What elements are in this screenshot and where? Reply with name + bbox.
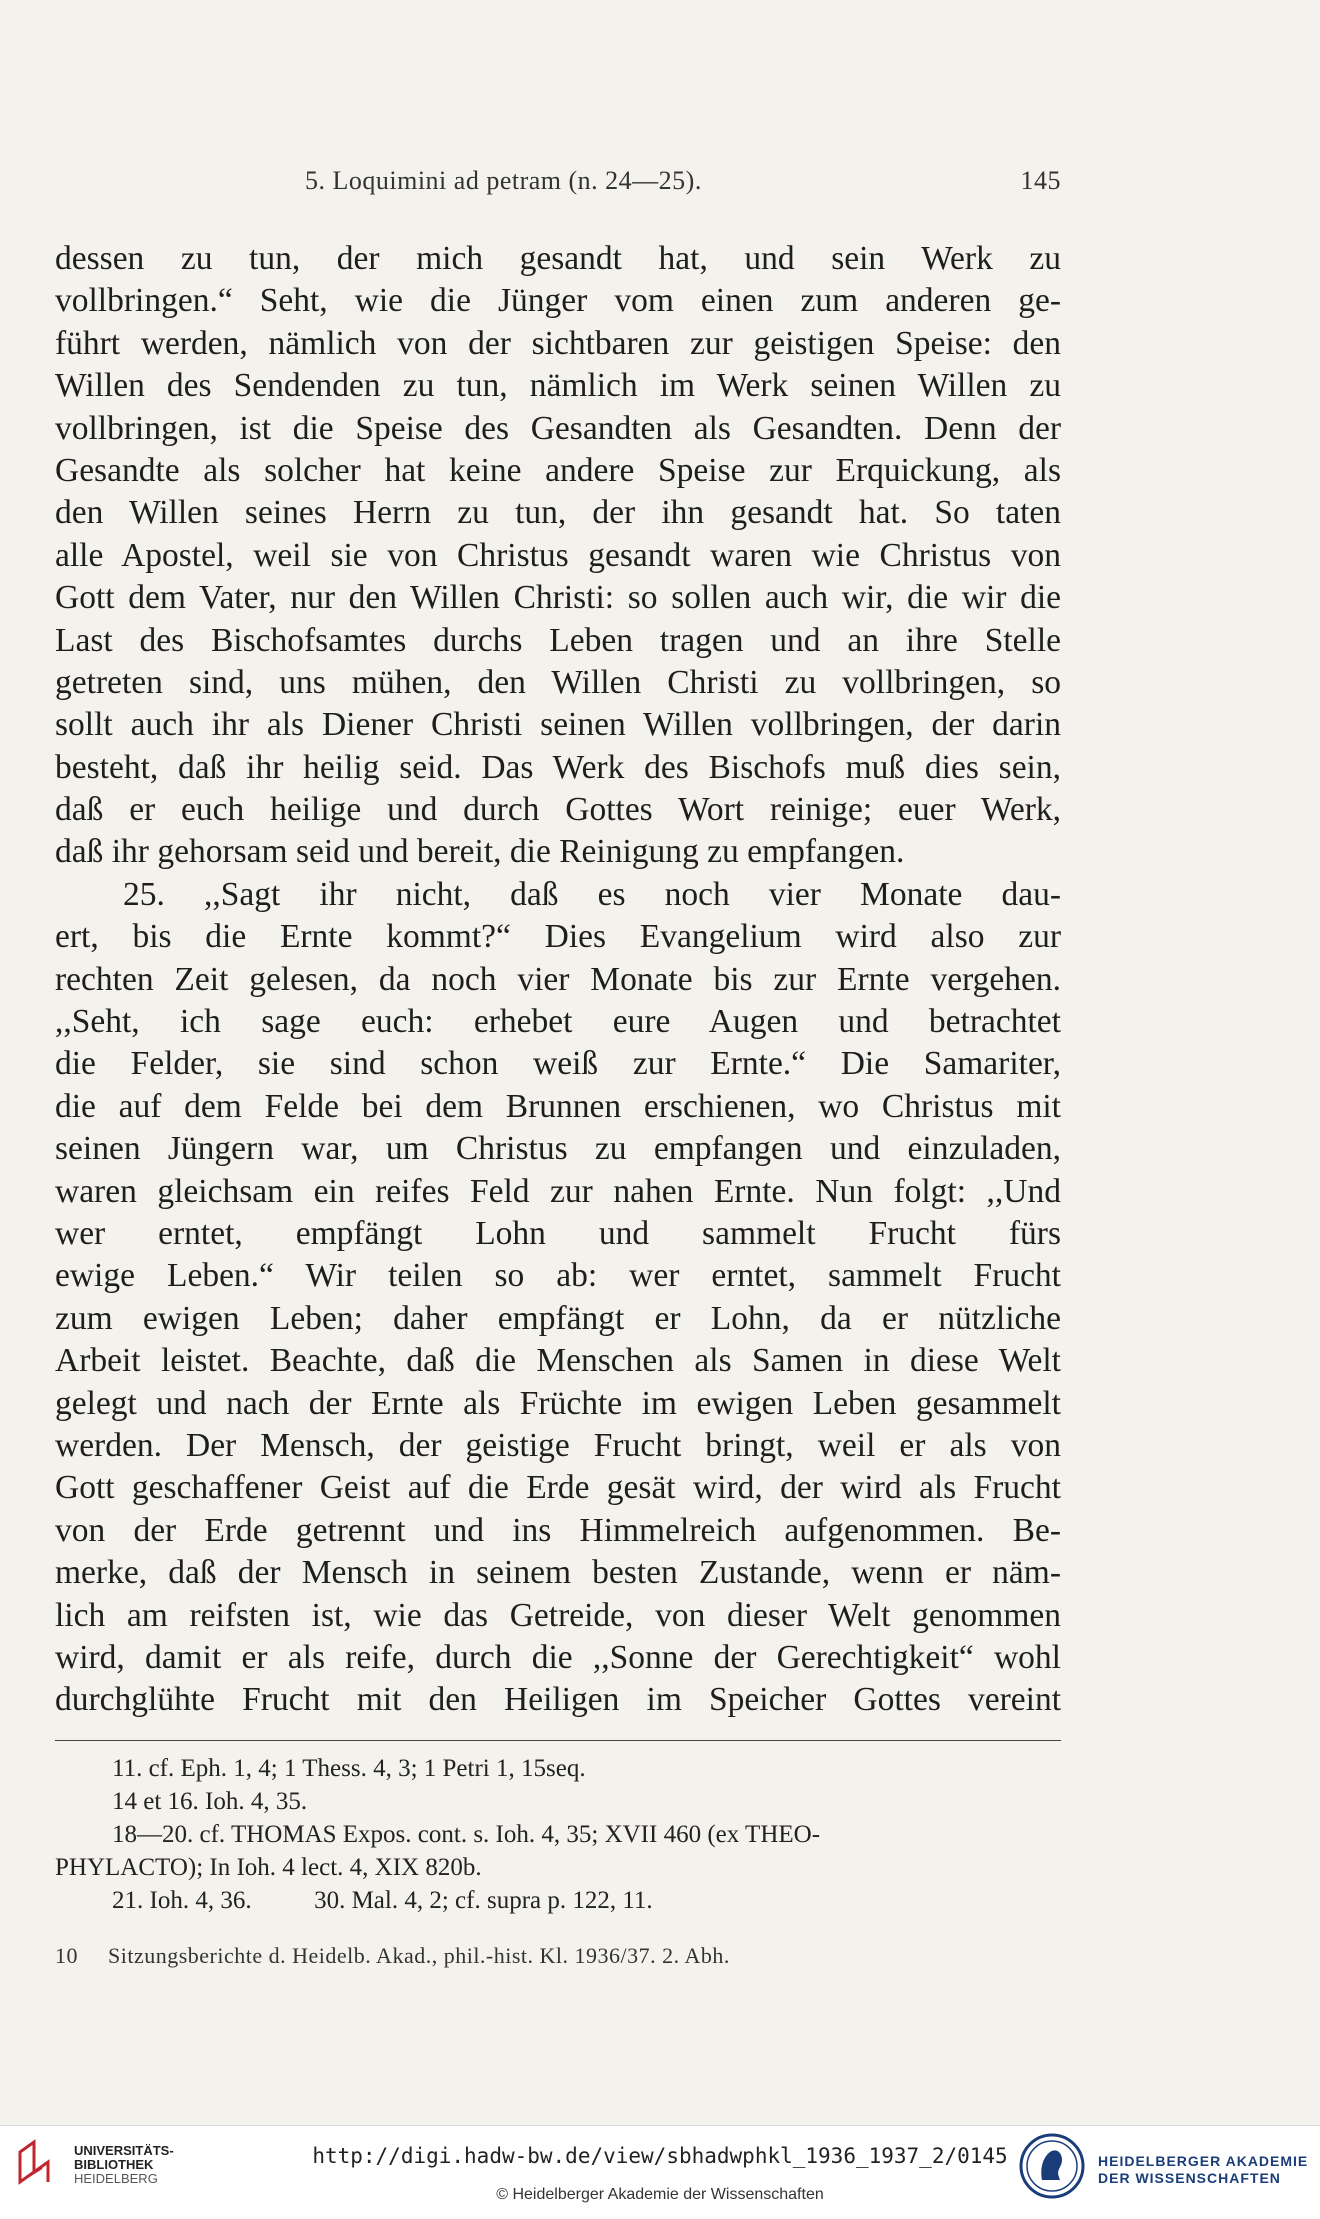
body-text <box>55 238 1061 1722</box>
academy-name <box>1098 2153 1308 2187</box>
permalink-url[interactable]: http://digi.hadw-bw.de/view/sbhadwphkl_1936_1937_2/0145 <box>312 2144 1008 2168</box>
text-line: ewige Leben.“ Wir teilen so ab: wer erntet, sammelt Frucht <box>55 1257 1061 1295</box>
footnotes <box>55 1752 1061 1917</box>
text-line: merke, daß der Mensch in seinem besten Zustande, wenn er näm- <box>55 1554 1061 1592</box>
footnote: 21. Ioh. 4, 36. 30. Mal. 4, 2; cf. supra p. 122, 11. <box>112 1887 653 1914</box>
text-line: gelegt und nach der Ernte als Früchte im ewigen Leben gesammelt <box>55 1384 1061 1422</box>
text-line: Gott dem Vater, nur den Willen Christi: so sollen auch wir, die wir die <box>55 579 1061 617</box>
running-head <box>305 166 1061 196</box>
footnote: PHYLACTO); In Ioh. 4 lect. 4, XIX 820b. <box>55 1854 482 1881</box>
text-line: von der Erde getrennt und ins Himmelreich aufgenommen. Be- <box>55 1511 1061 1549</box>
text-line: Gesandte als solcher hat keine andere Speise zur Erquickung, als <box>55 451 1061 489</box>
text-line: besteht, daß ihr heilig seid. Das Werk des Bischofs muß dies sein, <box>55 748 1061 786</box>
text-line: wer erntet, empfängt Lohn und sammelt Frucht fürs <box>55 1214 1061 1252</box>
text-line: lich am reifsten ist, wie das Getreide, von dieser Welt genommen <box>55 1596 1061 1634</box>
text-line: daß er euch heilige und durch Gottes Wort reinige; euer Werk, <box>55 791 1061 829</box>
academy-line: HEIDELBERGER AKADEMIE <box>1098 2153 1309 2169</box>
text-line: getreten sind, uns mühen, den Willen Christi zu vollbringen, so <box>55 663 1061 701</box>
text-line: die Felder, sie sind schon weiß zur Ernte.“ Die Samariter, <box>55 1045 1061 1083</box>
footnote: 14 et 16. Ioh. 4, 35. <box>112 1788 308 1815</box>
text-line: ert, bis die Ernte kommt?“ Dies Evangelium wird also zur <box>55 918 1061 956</box>
text-line: 25. ,,Sagt ihr nicht, daß es noch vier Monate dau- <box>123 875 1061 913</box>
text-line: zum ewigen Leben; daher empfängt er Lohn, da er nützliche <box>55 1299 1061 1337</box>
text-line: rechten Zeit gelesen, da noch vier Monate bis zur Ernte vergehen. <box>55 960 1061 998</box>
text-line: sollt auch ihr als Diener Christi seinen Willen vollbringen, der darin <box>55 706 1061 744</box>
library-line: UNIVERSITÄTS- <box>74 2143 174 2158</box>
text-line: Last des Bischofsamtes durchs Leben tragen und an ihre Stelle <box>55 621 1061 659</box>
text-line: Gott geschaffener Geist auf die Erde gesät wird, der wird als Frucht <box>55 1469 1061 1507</box>
text-line: wird, damit er als reife, durch die ,,Sonne der Gerechtigkeit“ wohl <box>55 1638 1061 1676</box>
footnote-divider <box>55 1740 1061 1741</box>
text-line: alle Apostel, weil sie von Christus gesandt waren wie Christus von <box>55 536 1061 574</box>
text-line: daß ihr gehorsam seid und bereit, die Reinigung zu empfangen. <box>55 833 905 871</box>
text-line: die auf dem Felde bei dem Brunnen erschienen, wo Christus mit <box>55 1087 1061 1125</box>
text-line: durchglühte Frucht mit den Heiligen im Speicher Gottes vereint <box>55 1681 1061 1719</box>
text-line: waren gleichsam ein reifes Feld zur nahen Ernte. Nun folgt: ,,Und <box>55 1172 1061 1210</box>
library-line: HEIDELBERG <box>74 2171 158 2186</box>
academy-seal-icon[interactable] <box>1018 2132 1086 2200</box>
text-line: seinen Jüngern war, um Christus zu empfangen und einzuladen, <box>55 1130 1061 1168</box>
text-line: ,,Seht, ich sage euch: erhebet eure Augen und betrachtet <box>55 1003 1061 1041</box>
signature-text: Sitzungsberichte d. Heidelb. Akad., phil.-hist. Kl. 1936/37. 2. Abh. <box>108 1943 730 1968</box>
signature-line <box>55 1943 730 1969</box>
running-head-title: 5. Loquimini ad petram (n. 24—25). <box>305 166 702 195</box>
signature-number: 10 <box>55 1943 78 1968</box>
text-line: Willen des Sendenden zu tun, nämlich im Werk seinen Willen zu <box>55 367 1061 405</box>
text-line: werden. Der Mensch, der geistige Frucht bringt, weil er als von <box>55 1426 1061 1464</box>
text-line: vollbringen, ist die Speise des Gesandten als Gesandten. Denn der <box>55 409 1061 447</box>
text-line: führt werden, nämlich von der sichtbaren zur geistigen Speise: den <box>55 324 1061 362</box>
footnote: 18—20. cf. THOMAS Expos. cont. s. Ioh. 4, 35; XVII 460 (ex THEO- <box>112 1821 821 1848</box>
text-line: dessen zu tun, der mich gesandt hat, und sein Werk zu <box>55 240 1061 277</box>
academy-line: DER WISSENSCHAFTEN <box>1098 2170 1281 2186</box>
library-line: BIBLIOTHEK <box>74 2157 154 2172</box>
footnote: 11. cf. Eph. 1, 4; 1 Thess. 4, 3; 1 Petri 1, 15seq. <box>112 1755 586 1782</box>
text-line: vollbringen.“ Seht, wie die Jünger vom einen zum anderen ge- <box>55 282 1061 320</box>
page-number: 145 <box>1020 166 1061 195</box>
copyright-notice: © Heidelberger Akademie der Wissenschaften <box>496 2186 824 2203</box>
text-line: den Willen seines Herrn zu tun, der ihn gesandt hat. So taten <box>55 494 1061 532</box>
text-line: Arbeit leistet. Beachte, daß die Menschen als Samen in diese Welt <box>55 1342 1061 1380</box>
